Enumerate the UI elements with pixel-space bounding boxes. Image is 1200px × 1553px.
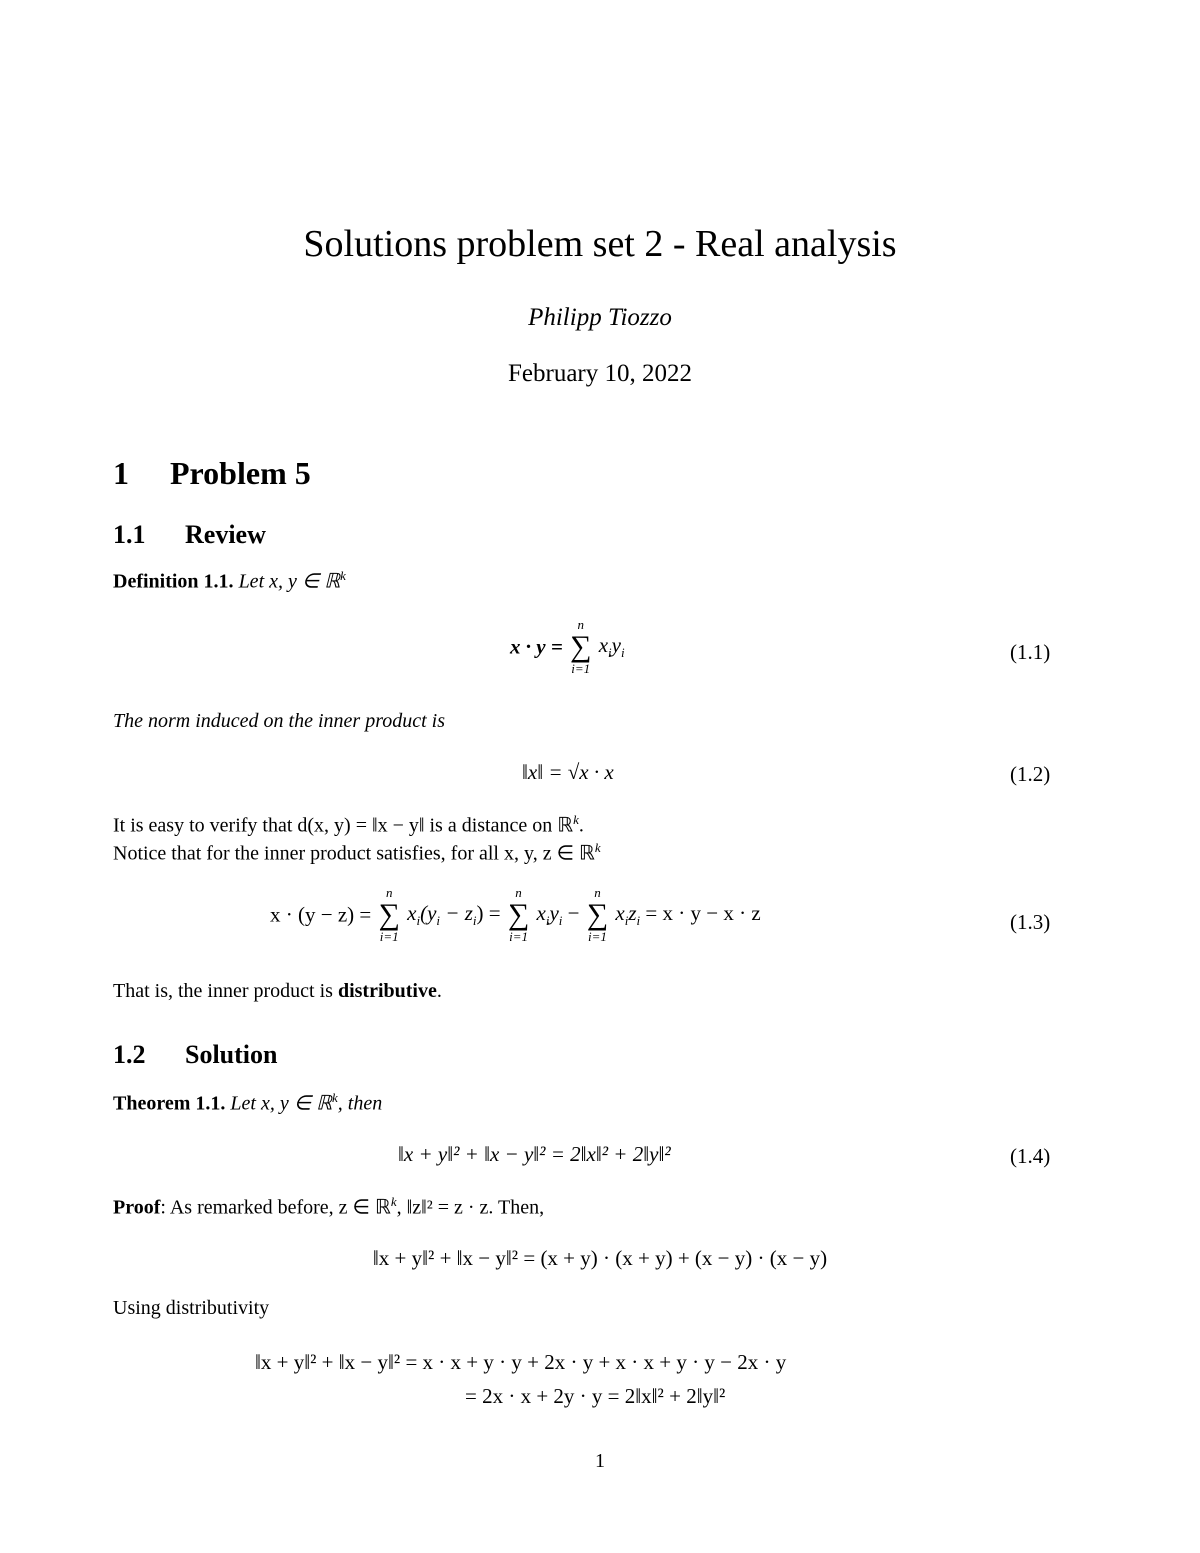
subsection-number: 1.2 — [113, 1040, 146, 1069]
equation-4: ‖x + y‖² + ‖x − y‖² = 2‖x‖² + 2‖y‖² — [398, 1142, 671, 1166]
sum-lower: i=1 — [571, 661, 591, 676]
sum-upper: n — [577, 617, 584, 632]
definition-label: Definition 1.1. — [113, 570, 234, 593]
sum-symbol: n ∑ i=1 — [378, 885, 400, 944]
subsection-number: 1.1 — [113, 520, 146, 549]
paragraph-inner-product: Notice that for the inner product satisfies, for all x, y, z ∈ ℝ$^k$ — [113, 840, 601, 865]
subsection-title: Review — [185, 520, 266, 549]
eq3-part3: $x_iy_i$ − — [536, 900, 580, 929]
subsection-heading-solution — [113, 1040, 278, 1070]
author-name: Philipp Tiozzo — [528, 304, 672, 331]
equation-2: ‖x‖ = √x · x — [522, 760, 614, 784]
theorem-label: Theorem 1.1. — [113, 1092, 226, 1115]
equation-number: (1.2) — [1010, 762, 1051, 786]
section-number: 1 — [113, 455, 129, 491]
proof: Proof: As remarked before, z ∈ ℝ$^k$, ‖z‖² = z · z. Then, — [113, 1194, 545, 1219]
theorem: Theorem 1.1. Let x, y ∈ ℝ$^k$, then — [113, 1090, 383, 1115]
eq3-part4: $x_iz_i = x \cdot y - x \cdot z$ — [615, 900, 761, 929]
definition-text: Let x, y ∈ ℝ — [238, 570, 341, 593]
equation-6b: = 2x · x + 2y · y = 2‖x‖² + 2‖y‖² — [465, 1384, 726, 1408]
proof-label: Proof — [113, 1196, 161, 1219]
equation-number: (1.4) — [1010, 1144, 1051, 1168]
page-number: 1 — [595, 1450, 605, 1472]
document-date: February 10, 2022 — [508, 360, 692, 387]
sum-symbol: n ∑ i=1 — [570, 617, 592, 676]
section-title: Problem 5 — [170, 455, 311, 491]
equation-3 — [270, 886, 761, 944]
subsection-heading-review — [113, 520, 266, 550]
equation-number: (1.1) — [1010, 640, 1051, 664]
paragraph-using: Using distributivity — [113, 1297, 270, 1319]
eq1-lhs: x · y = — [510, 634, 563, 659]
definition-sup: k — [340, 568, 346, 583]
document-title: Solutions problem set 2 - Real analysis — [303, 223, 897, 265]
eq1-rhs: $x_iy_i$ — [598, 632, 625, 661]
sum-symbol: n ∑ i=1 — [507, 885, 530, 944]
equation-1 — [510, 618, 625, 676]
equation-number: (1.3) — [1010, 910, 1051, 934]
equation-5: ‖x + y‖² + ‖x − y‖² = (x + y) · (x + y) + (x − y) · (x − y) — [372, 1246, 828, 1270]
definition — [113, 568, 346, 594]
paragraph-distributive: That is, the inner product is distributive. — [113, 980, 442, 1002]
equation-6a: ‖x + y‖² + ‖x − y‖² = x · x + y · y + 2x · y + x · x + y · y − 2x · y — [255, 1350, 787, 1374]
paragraph-distance: It is easy to verify that d(x, y) = ‖x − y‖ is a distance on ℝ$^k$. — [113, 812, 584, 837]
subsection-title: Solution — [185, 1040, 278, 1069]
eq3-part1: x · (y − z) = — [270, 902, 372, 927]
section-heading — [113, 455, 311, 492]
norm-text: The norm induced on the inner product is — [113, 710, 446, 732]
sum-symbol: n ∑ i=1 — [586, 885, 609, 944]
eq3-part2: $x_i(y_i - z_i)$ = — [407, 900, 501, 929]
